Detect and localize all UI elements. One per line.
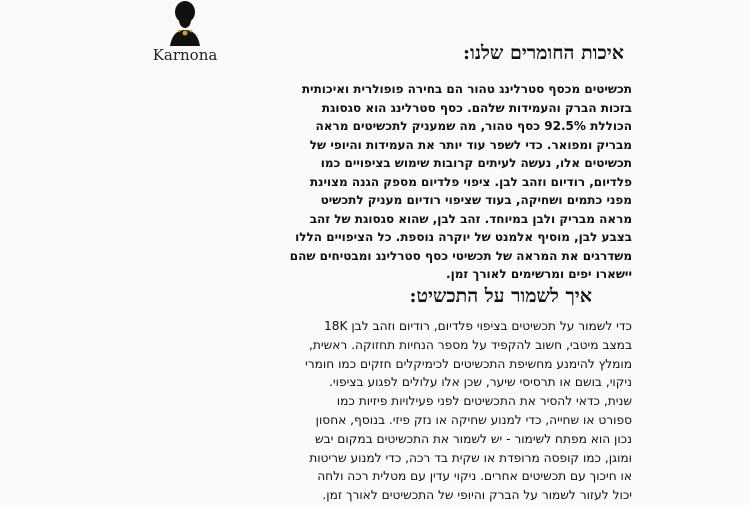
- text-line: משדרגים את המראה של תכשיטי כסף סטרלינג ומבטיחים שהם: [289, 248, 632, 263]
- text-line: או חיכוך עם תכשיטים אחרים. ניקוי עדין עם מטלית רכה ולחה: [317, 469, 632, 484]
- text-line: בזכות הברק והעמידות שלהם. כסף סטרלינג הוא סגסוגת: [321, 100, 632, 115]
- text-line: בצבע לבן, מוסיף אלמנט של יוקרה נוספת. כל הציפויים הללו: [295, 230, 632, 244]
- text-line: ניקוי, בושם או תרסיסי שיער, שכן אלו עלולים לפגוע בציפוי.: [329, 375, 632, 390]
- text-line: יישארו יפים ומרשימים לאורך זמן.: [446, 267, 632, 281]
- care-section: [172, 283, 632, 505]
- text-line: יכול לעזור לשמור על הברק והיופי של התכשיטים לאורך זמן.: [322, 488, 632, 503]
- text-line: הכוללת 92.5% כסף טהור, מה שמעניק לתכשיטים מראה: [315, 119, 632, 133]
- care-text: [172, 317, 632, 505]
- text-line: מפני כתמים ושחיקה, בעוד שציפוי רודיום מעניק לתכשיט: [320, 193, 632, 207]
- materials-section: [192, 40, 632, 284]
- text-line: מומלץ להימנע מחשיפת התכשיטים לכימיקלים חזקים כמו חומרי: [305, 356, 632, 371]
- text-line: ספורט או שחייה, כדי למנוע שחיקה או נזק פיזי. בנוסף, אחסון: [315, 412, 632, 427]
- text-line: שנית, כדאי להסיר את התכשיטים לפני פעילויות פיזיות כמו: [336, 394, 632, 409]
- text-line: תכשיטים אלו, נעשה לעיתים קרובות שימוש בציפויים כמו: [320, 156, 632, 170]
- text-line: ומוגן, כמו קופסה מרופדת או שקית בד רכה, כדי למנוע שריטות: [309, 450, 632, 465]
- materials-title: איכות החומרים שלנו:: [462, 42, 624, 64]
- text-line: נכון הוא מפתח לשימור - יש לשמור את התכשיטים במקום יבש: [315, 431, 632, 446]
- text-line: במצב מיטבי, חשוב להקפיד על מספר הנחיות תחזוקה. ראשית,: [309, 337, 632, 352]
- text-line: מראה מבריק ולבן במיוחד. זהב לבן, שהוא סגסוגת של זהב: [309, 211, 632, 226]
- care-title: איך לשמור על התכשיט:: [409, 285, 592, 307]
- text-line: מבריק ומפואר. כדי לשפר עוד יותר את העמידות והיופי של: [309, 137, 632, 152]
- text-line: תכשיטים מכסף סטרלינג טהור הם בחירה פופולרית ואיכותית: [301, 82, 632, 96]
- text-line: כדי לשמור על תכשיטים בציפוי פלדיום, רודיום וזהב לבן 18K: [323, 319, 632, 333]
- text-line: פלדיום, רודיום וזהב לבן. ציפוי פלדיום מספק הגנה מצוינת: [309, 174, 632, 189]
- brand-name: Karnona: [152, 46, 218, 64]
- materials-text: [192, 80, 632, 284]
